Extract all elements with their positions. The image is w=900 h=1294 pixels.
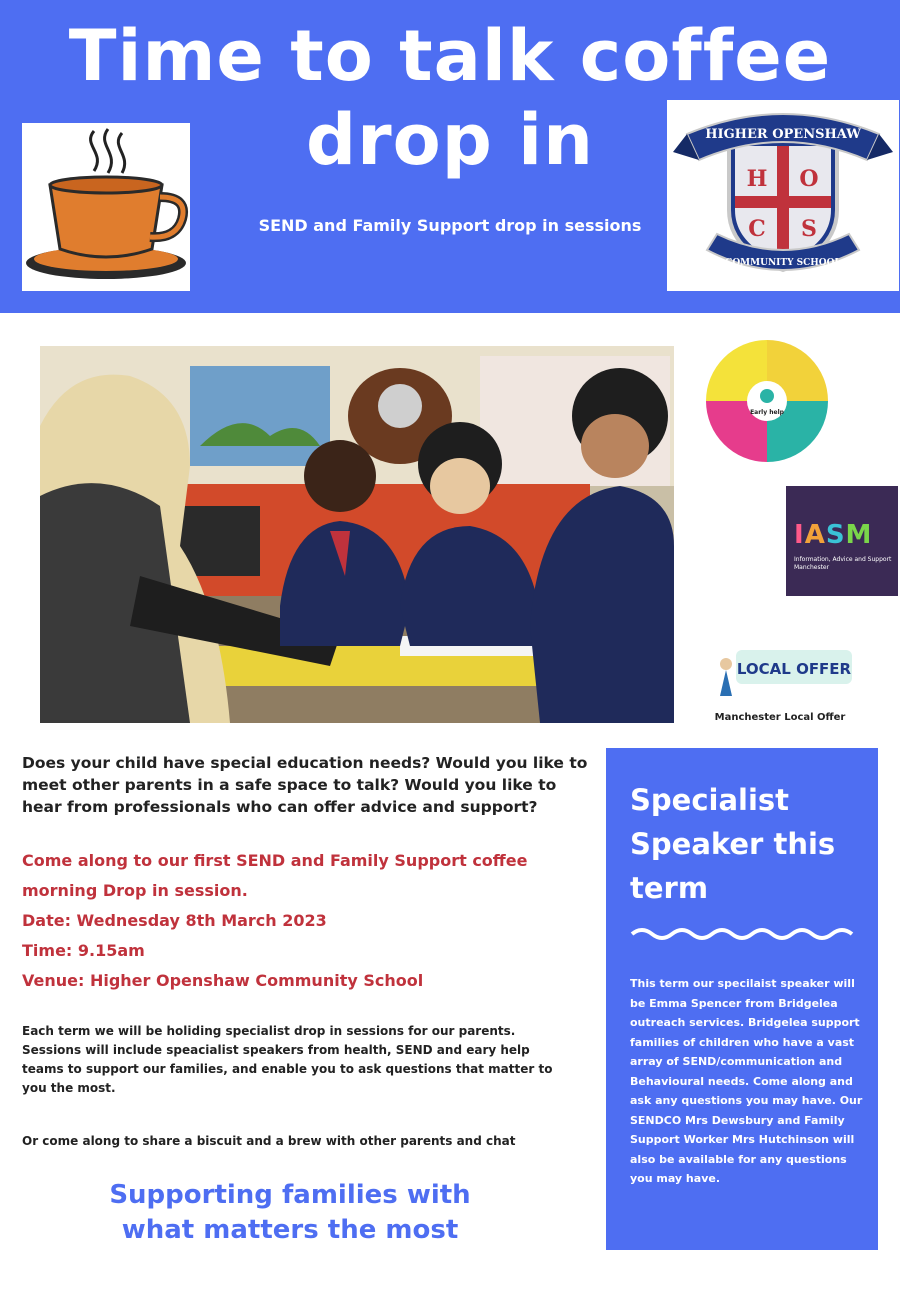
- body-paragraph-2: Or come along to share a biscuit and a brew with other parents and chat: [22, 1134, 516, 1148]
- speaker-title-line-1: Specialist: [630, 783, 790, 817]
- speaker-title-line-3: term: [630, 871, 709, 905]
- crest-letter-s: S: [801, 216, 817, 242]
- crest-letter-c: C: [748, 216, 766, 242]
- local-offer-caption: Manchester Local Offer: [714, 712, 846, 723]
- crest-ribbon-text: COMMUNITY SCHOOL: [725, 258, 841, 268]
- specialist-speaker-box: [606, 748, 878, 1250]
- early-help-icon: [704, 338, 830, 464]
- title-line-1: Time to talk coffee: [68, 15, 832, 97]
- iasm-letter-i: I: [794, 520, 805, 550]
- classroom-photo-illustration: [40, 346, 674, 723]
- local-offer-logo: [716, 640, 856, 700]
- body-paragraph-1: Each term we will be holiding specialist drop in sessions for our parents. Sessions will include speacialist speakers from health, SEND and eary help teams to support our families, and enable you to ask questions that matter to you the most.: [22, 1024, 553, 1095]
- header-banner: [0, 0, 900, 313]
- tagline-line-2: what matters the most: [121, 1215, 459, 1245]
- title-line-2: drop in: [305, 99, 595, 181]
- event-line-2: morning Drop in session.: [22, 881, 248, 900]
- crest-letter-o: O: [799, 166, 819, 192]
- crest-letter-h: H: [746, 166, 768, 192]
- early-help-label: Early help: [750, 409, 784, 416]
- local-offer-text: LOCAL OFFER: [736, 660, 852, 678]
- iasm-letter-s: S: [825, 520, 846, 550]
- event-venue: Venue: Higher Openshaw Community School: [22, 971, 424, 990]
- event-time: Time: 9.15am: [22, 941, 145, 960]
- tagline-line-1: Supporting families with: [109, 1180, 471, 1210]
- iasm-subtitle: Information, Advice and Support Manchester: [794, 556, 892, 571]
- classroom-photo: [40, 346, 674, 723]
- iasm-letter-a: A: [804, 520, 826, 550]
- iasm-logo: [786, 486, 898, 596]
- tagline: [80, 1178, 500, 1248]
- speaker-box-text: This term our specilaist speaker will be Emma Spencer from Bridgelea outreach services. Bridgelea support families of children who have a vast array of SEND/communication and Behavioural needs. Come along and ask any questions you may have. Our SENDCO Mrs Dewsbury and Family Support Worker Mrs Hutchinson will also be available for any questions you may have.: [630, 977, 863, 1185]
- speaker-title-line-2: Speaker this: [630, 827, 836, 861]
- intro-text: Does your child have special education needs? Would you like to meet other parents in a safe space to talk? Would you like to hear from professionals who can offer advice and support?: [22, 754, 588, 816]
- coffee-cup-logo: [22, 123, 190, 291]
- school-crest-logo: [667, 100, 899, 291]
- school-crest-icon: [667, 100, 899, 291]
- local-offer-icon: [716, 640, 856, 700]
- event-details: [22, 846, 592, 996]
- coffee-cup-icon: [22, 123, 190, 291]
- event-line-1: Come along to our first SEND and Family Support coffee: [22, 851, 528, 870]
- wave-divider: [630, 926, 860, 942]
- iasm-letters: [794, 520, 872, 550]
- event-date: Date: Wednesday 8th March 2023: [22, 911, 327, 930]
- crest-banner-text: HIGHER OPENSHAW: [705, 127, 861, 142]
- early-help-logo: [704, 338, 830, 464]
- page-subtitle: SEND and Family Support drop in sessions: [258, 216, 642, 235]
- speaker-box-title: [630, 778, 860, 910]
- iasm-letter-m: M: [845, 520, 873, 550]
